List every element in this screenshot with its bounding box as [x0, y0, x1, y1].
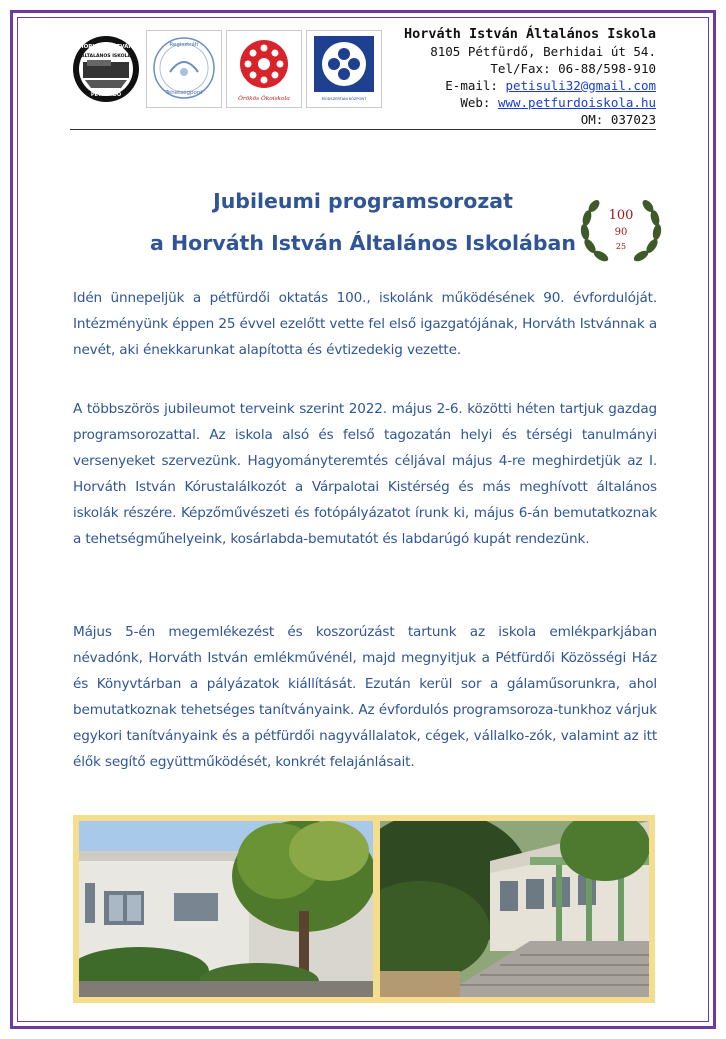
- telfax-label: Tel/Fax:: [490, 61, 551, 76]
- telfax-value: 06-88/598-910: [558, 61, 656, 76]
- paragraph-intro: Idén ünnepeljük a pétfürdői oktatás 100., iskolánk működésének 90. évfordulóját. Intézményünk éppen 25 évvel ezelőtt vette fel első igazgatójának, Horváth Istvánnak a nevét, aki énekkarunkat alapította és évtizedekig vezette.: [73, 290, 657, 358]
- talent-point-line1: Regisztrált: [169, 42, 199, 48]
- om-line: [404, 111, 656, 128]
- school-building-photo: [79, 821, 373, 997]
- logo-strip: [70, 30, 382, 110]
- school-badge-mid: ÁLTALÁNOS ISKOLA: [81, 54, 131, 59]
- wreath-number-25: 25: [615, 242, 627, 251]
- eco-school-logo: [226, 30, 302, 108]
- page-title-line1: Jubileumi programsorozat: [213, 189, 513, 213]
- jubilee-wreath: [576, 192, 666, 270]
- wreath-number-90: 90: [614, 227, 628, 238]
- page-title-line2: a Horváth István Általános Iskolában: [150, 231, 576, 255]
- address: 8105 Pétfürdő, Berhidai út 54.: [430, 44, 656, 59]
- methodology-label: MÓDSZERTANI KÖZPONT: [321, 97, 367, 101]
- school-badge-bottom: PÉTFÜRDŐ: [90, 92, 122, 98]
- photo-strip: [73, 815, 655, 1003]
- paragraph-ceremony: Május 5-én megemlékezést és koszorúzást tartunk az iskola emlékparkjában névadónk, Horváth István emlékművénél, majd megnyitjuk a Pétfürdői Közösségi Ház és Könyvtárban a pályázatok kiállítását. Ezután kerül sor a gálaműsorunkra, ahol bemutatkoznak tehetséges tanítványaink. Az évfordulós programsoroza-tunkhoz várjuk egykori tanítványaink és a pétfürdői nagyvállalatok, cégek, vállalko-zók, valamint az itt élők segítő együttműködését, konkrét felajánlásait.: [73, 624, 657, 770]
- wreath-number-100: 100: [608, 208, 634, 223]
- paragraph-program: A többszörös jubileumot terveink szerint 2022. május 2-6. közötti héten tartjuk gazdag programsorozattal. Az iskola alsó és felső tagozatán helyi és térségi tanulmányi versenyeket szervezünk. Hagyományteremtés céljával május 4-re meghirdetjük az I. Horváth István Kórustalálkozót a Várpalotai Kistérség és más meghívott általános iskolák részére. Képzőművészeti és fotópályázatot írunk ki, május 6-án bemutatkoznak a tehetségműhelyeink, kosárlabda-bemutatót és labdarúgó kupát rendezünk.: [73, 401, 657, 547]
- web-link[interactable]: www.petfurdoiskola.hu: [497, 95, 656, 110]
- methodology-logo: [306, 30, 382, 108]
- web-line: [404, 94, 656, 111]
- school-badge-top: HORVÁTH ISTVÁN: [79, 44, 133, 50]
- om-label: OM:: [580, 112, 604, 127]
- school-name: Horváth István Általános Iskola: [404, 26, 656, 42]
- talent-point-logo: [146, 30, 222, 108]
- talent-point-line2: Tehetségpont: [165, 90, 203, 96]
- om-value: 037023: [610, 112, 656, 127]
- web-label: Web:: [460, 95, 491, 110]
- school-entrance-photo: [380, 821, 649, 997]
- school-logo: [70, 30, 142, 108]
- header-divider: [70, 129, 656, 130]
- email-link[interactable]: petisuli32@gmail.com: [505, 78, 656, 93]
- eco-school-label: Örökös Ökoiskola: [238, 96, 290, 102]
- telfax-line: [404, 60, 656, 77]
- email-label: E-mail:: [445, 78, 498, 93]
- contact-block: [404, 26, 656, 128]
- email-line: [404, 77, 656, 94]
